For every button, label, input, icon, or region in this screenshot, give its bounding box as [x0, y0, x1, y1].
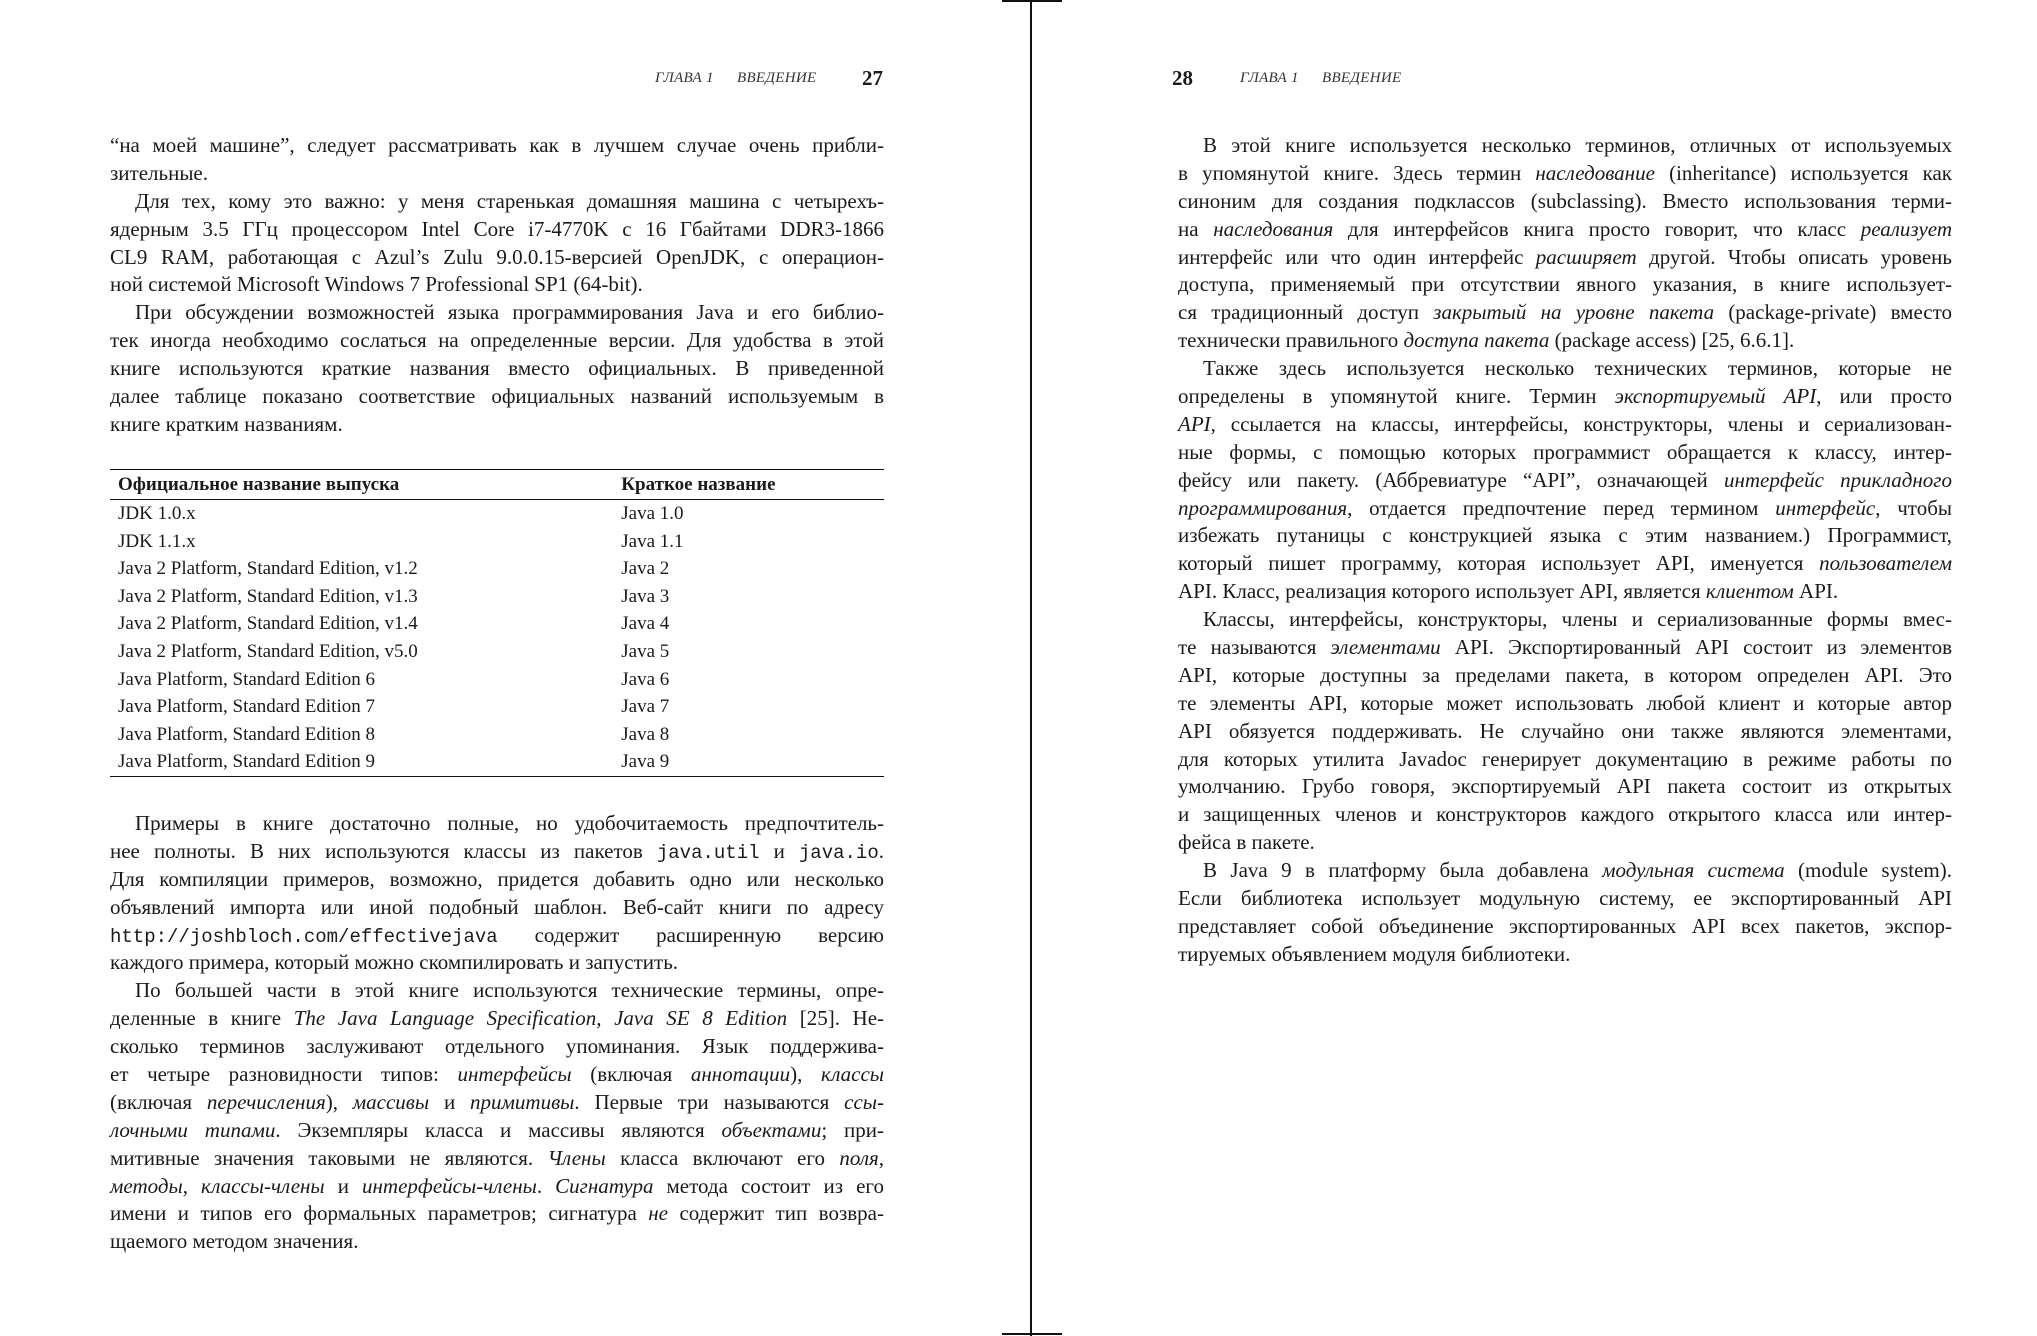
italic-term: The Java Language Specification, Java SE 8 Edition — [293, 1006, 788, 1031]
right-page-number: 28 — [1172, 66, 1193, 90]
italic-term: Сигнатура — [555, 1173, 654, 1198]
line-content — [1178, 217, 1952, 241]
text-line — [110, 1117, 884, 1145]
text-run: Для тех, кому это важно: у меня старенькая домашняя машина с четырехъ- — [135, 188, 884, 213]
spine-top-mark — [1002, 0, 1062, 2]
left-top-text — [110, 132, 884, 439]
left-running-head-chapter: ГЛАВА 1 — [655, 70, 714, 86]
text-run: [25]. Не- — [787, 1006, 885, 1031]
text-line — [1178, 578, 1952, 606]
short-name-cell: Java 2 — [621, 558, 670, 580]
italic-term: наследования — [1213, 216, 1334, 241]
text-run: ядерным 3.5 ГГц процессором Intel Core i7-4770K с 16 Гбайтами DDR3-1866 — [110, 216, 884, 241]
text-run: тируемых объявлением модуля библиотеки. — [1178, 941, 1571, 966]
official-name-cell: Java 2 Platform, Standard Edition, v1.2 — [118, 558, 418, 580]
table-row — [110, 610, 884, 638]
text-line — [1178, 467, 1952, 495]
italic-term: реализует — [1860, 216, 1953, 241]
official-name-cell: Java 2 Platform, Standard Edition, v1.4 — [118, 613, 418, 635]
line-content — [110, 272, 643, 296]
italic-term: интерфейсы — [457, 1062, 572, 1087]
line-content — [1178, 942, 1570, 966]
table-row — [110, 555, 884, 583]
line-content — [110, 839, 884, 863]
text-run: , — [182, 1173, 201, 1198]
line-content — [1178, 802, 1952, 826]
line-content — [1178, 468, 1952, 492]
text-run: класса включают его — [605, 1145, 840, 1170]
text-line — [1178, 383, 1952, 411]
text-run: API. — [1793, 579, 1839, 604]
italic-term: Члены — [547, 1145, 606, 1170]
text-run: . Первые три называются — [574, 1089, 845, 1114]
text-run: митивные значения таковыми не являются. — [110, 1145, 548, 1170]
text-run: Также здесь используется несколько технических терминов, которые не — [1203, 356, 1952, 381]
official-name-cell: Java Platform, Standard Edition 7 — [118, 696, 375, 718]
text-run: API. Класс, реализация которого использует API, является — [1178, 579, 1706, 604]
text-line — [1178, 495, 1952, 523]
text-line — [1178, 216, 1952, 244]
text-line — [110, 188, 884, 216]
text-line — [1178, 160, 1952, 188]
line-content — [110, 950, 678, 974]
text-line — [110, 894, 884, 922]
line-content — [1178, 914, 1952, 938]
text-run: и — [759, 838, 799, 863]
italic-term: лочными типами — [110, 1117, 276, 1142]
text-line — [110, 216, 884, 244]
text-run: ной системой Microsoft Windows 7 Professional SP1 (64-bit). — [110, 272, 643, 297]
text-run: Для компиляции примеров, возможно, придется добавить одно или несколько — [110, 866, 884, 891]
page-spine-divider — [1030, 0, 1032, 1336]
line-content — [110, 867, 884, 891]
text-line — [110, 977, 884, 1005]
text-run: ; при- — [821, 1117, 884, 1142]
text-run: имени и типов его формальных параметров; сигнатура — [110, 1201, 649, 1226]
line-content — [110, 245, 884, 269]
text-run: метода состоит из его — [653, 1173, 884, 1198]
code-text: java.io — [798, 841, 879, 864]
official-name-cell: JDK 1.0.x — [118, 503, 196, 524]
text-line — [1178, 522, 1952, 550]
right-running-head-chapter: ГЛАВА 1 — [1240, 70, 1299, 86]
text-run: , ссылается на классы, интерфейсы, конструкторы, члены и сериализован- — [1210, 411, 1952, 436]
table-row — [110, 528, 884, 556]
text-run: содержит расширенную версию — [497, 922, 884, 947]
column-header-short: Краткое название — [621, 470, 884, 500]
short-name-cell: Java 5 — [621, 640, 670, 662]
text-run: содержит тип возвра- — [667, 1201, 884, 1226]
text-run: (package-private) вместо — [1714, 300, 1953, 325]
text-run: интерфейс или что один интерфейс — [1178, 244, 1536, 269]
text-run: и — [429, 1089, 470, 1114]
text-run: API обязуется поддерживать. Не случайно они также являются элементами, — [1178, 718, 1952, 743]
text-run: (включая — [110, 1089, 207, 1114]
line-content — [1203, 356, 1952, 380]
text-line — [1178, 829, 1952, 857]
text-line — [1178, 606, 1952, 634]
italic-term: перечисления — [206, 1089, 326, 1114]
line-content — [110, 1034, 884, 1058]
short-name-cell: Java 9 — [621, 748, 884, 776]
italic-term: массивы — [352, 1089, 430, 1114]
text-run: который пишет программу, которая использует API, именуется — [1178, 551, 1820, 576]
line-content — [1178, 328, 1794, 352]
line-content — [110, 356, 884, 380]
italic-term: экспортируемый API — [1614, 384, 1817, 409]
text-line — [1178, 941, 1952, 969]
text-run: для интерфейсов книга просто говорит, что класс — [1333, 216, 1861, 241]
short-name-cell: Java 3 — [621, 585, 670, 607]
italic-term: объектами — [721, 1117, 822, 1142]
line-content — [1178, 579, 1838, 603]
text-run: При обсуждении возможностей языка программирования Java и его библио- — [135, 300, 884, 325]
text-run: API. Экспортированный API состоит из элементов — [1440, 635, 1952, 660]
text-run: CL9 RAM, работающая с Azul’s Zulu 9.0.0.15-версией OpenJDK, с операцион- — [110, 244, 884, 269]
text-run: те называются — [1178, 635, 1331, 660]
italic-term: ссы- — [844, 1089, 884, 1114]
line-content — [1203, 607, 1952, 631]
text-run: По большей части в этой книге используются технические термины, опре- — [135, 978, 884, 1003]
line-content — [135, 978, 884, 1002]
line-content — [1178, 635, 1952, 659]
text-run: синоним для создания подклассов (subclassing). Вместо использования терми- — [1178, 188, 1952, 213]
text-run: и — [324, 1173, 363, 1198]
italic-term: элементами — [1330, 635, 1441, 660]
line-content — [1178, 747, 1952, 771]
line-content — [110, 328, 884, 352]
text-line — [110, 299, 884, 327]
text-run: (module system). — [1784, 858, 1952, 883]
text-line — [110, 949, 884, 977]
line-content — [110, 1229, 358, 1253]
text-line — [1178, 188, 1952, 216]
code-text: http://joshbloch.com/effectivejava — [110, 925, 498, 948]
official-name-cell: Java Platform, Standard Edition 8 — [118, 723, 375, 745]
text-run: фейсу или пакету. (Аббревиатуре “API”, означающей — [1178, 467, 1724, 492]
line-content — [1178, 245, 1952, 269]
text-run: сколько терминов заслуживают отдельного упоминания. Язык поддержива- — [110, 1034, 884, 1059]
text-line — [110, 1228, 884, 1256]
line-content — [110, 384, 884, 408]
text-line — [1178, 299, 1952, 327]
text-run: , отдается предпочтение перед термином — [1347, 495, 1776, 520]
text-line — [1178, 271, 1952, 299]
table-row — [110, 638, 884, 666]
text-run: щаемого методом значения. — [110, 1229, 359, 1254]
line-content — [1178, 551, 1952, 575]
line-content — [110, 1118, 884, 1142]
italic-term: классы-члены — [200, 1173, 325, 1198]
text-line — [1178, 801, 1952, 829]
text-line — [1178, 746, 1952, 774]
text-line — [1178, 773, 1952, 801]
line-content — [110, 1006, 884, 1030]
short-name-cell: Java 6 — [621, 668, 670, 690]
italic-term: методы — [110, 1173, 183, 1198]
text-line — [110, 1200, 884, 1228]
text-line — [110, 355, 884, 383]
text-run: в упомянутой книге. Здесь термин — [1178, 160, 1536, 185]
text-run: ет четыре разновидности типов: — [110, 1062, 458, 1087]
text-line — [110, 1089, 884, 1117]
text-line — [1178, 690, 1952, 718]
text-run: другой. Чтобы описать уровень — [1636, 244, 1952, 269]
official-name-cell: Java Platform, Standard Edition 6 — [118, 668, 375, 690]
text-line — [110, 271, 884, 299]
text-line — [110, 1061, 884, 1089]
text-line — [110, 1033, 884, 1061]
line-content — [1203, 858, 1952, 882]
text-run: , чтобы — [1875, 495, 1952, 520]
line-content — [110, 1146, 884, 1170]
line-content — [110, 923, 884, 947]
text-line — [110, 411, 884, 439]
short-name-cell: Java 8 — [621, 723, 670, 745]
line-content — [110, 1062, 884, 1086]
line-content — [1203, 133, 1952, 157]
short-name-cell: Java 1.0 — [621, 503, 684, 524]
text-run: зительные. — [110, 160, 209, 185]
text-run: книге кратким названиям. — [110, 411, 343, 436]
italic-term: не — [648, 1201, 668, 1226]
line-content — [1178, 440, 1952, 464]
line-content — [1178, 830, 1315, 854]
table-row — [110, 500, 884, 528]
line-content — [1178, 412, 1952, 436]
official-name-cell: Java 2 Platform, Standard Edition, v5.0 — [118, 640, 418, 662]
text-line — [1178, 885, 1952, 913]
italic-term: аннотации — [690, 1062, 791, 1087]
italic-term: закрытый на уровне пакета — [1433, 300, 1715, 325]
text-line — [110, 866, 884, 894]
text-run: и защищенных членов и конструкторов каждого открытого класса или интер- — [1178, 802, 1952, 827]
text-line — [1178, 411, 1952, 439]
text-line — [1178, 913, 1952, 941]
italic-term: расширяет — [1535, 244, 1637, 269]
text-line — [110, 160, 884, 188]
line-content — [1178, 691, 1952, 715]
text-run: для которых утилита Javadoc генерирует документацию в режиме работы по — [1178, 746, 1952, 771]
spine-bottom-mark — [1002, 1333, 1062, 1335]
line-content — [1178, 774, 1952, 798]
text-line — [1178, 327, 1952, 355]
text-run: книге используются краткие названия вместо официальных. В приведенной — [110, 356, 884, 381]
text-run: определены в упомянутой книге. Термин — [1178, 384, 1615, 409]
table-row — [110, 583, 884, 611]
italic-term: наследование — [1535, 160, 1655, 185]
text-line — [1178, 132, 1952, 160]
text-line — [110, 132, 884, 160]
text-run: ся традиционный доступ — [1178, 300, 1434, 325]
text-run: API, которые доступны за пределами пакета, в котором определен API. Это — [1178, 662, 1952, 687]
text-line — [1178, 857, 1952, 885]
line-content — [1178, 663, 1952, 687]
line-content — [1178, 161, 1952, 185]
line-content — [1178, 272, 1952, 296]
text-run: далее таблице показано соответствие официальных названий используемым в — [110, 384, 884, 409]
text-run: , или просто — [1816, 384, 1952, 409]
short-name-cell: Java 7 — [621, 696, 670, 718]
text-run: тек иногда необходимо сослаться на определенные версии. Для удобства в этой — [110, 328, 884, 353]
italic-term: модульная система — [1602, 858, 1785, 883]
official-name-cell: Java Platform, Standard Edition 9 — [110, 748, 621, 776]
text-run: , — [878, 1145, 885, 1170]
text-run: “на моей машине”, следует рассматривать как в лучшем случае очень прибли- — [110, 133, 884, 157]
italic-term: интерфейс — [1775, 495, 1876, 520]
italic-term: пользователем — [1819, 551, 1952, 576]
text-line — [1178, 355, 1952, 383]
text-run: на — [1178, 216, 1214, 241]
text-line — [1178, 244, 1952, 272]
text-run: ), — [325, 1089, 353, 1114]
left-running-head-title: ВВЕДЕНИЕ — [737, 70, 817, 86]
text-run: (inheritance) используется как — [1654, 160, 1952, 185]
text-line — [110, 383, 884, 411]
text-run: (включая — [571, 1062, 691, 1087]
line-content — [135, 300, 884, 324]
text-run: Если библиотека использует модульную систему, ее экспортированный API — [1178, 886, 1952, 911]
text-run: представляет собой объединение экспортированных API всех пакетов, экспор- — [1178, 913, 1952, 938]
text-line — [1178, 662, 1952, 690]
italic-term: классы — [820, 1062, 884, 1087]
text-line — [110, 1005, 884, 1033]
text-line — [110, 838, 884, 866]
italic-term: интерфейс прикладного — [1723, 467, 1952, 492]
line-content — [1178, 384, 1952, 408]
text-run: каждого примера, который можно скомпилировать и запустить. — [110, 950, 679, 975]
line-content — [110, 1201, 884, 1225]
text-line — [110, 922, 884, 950]
text-line — [110, 1145, 884, 1173]
line-content — [135, 189, 884, 213]
table-row — [110, 666, 884, 694]
text-line — [110, 1173, 884, 1201]
left-bottom-text — [110, 810, 884, 1256]
text-run: В этой книге используется несколько терминов, отличных от используемых — [1203, 133, 1952, 157]
text-run: ные формы, с помощью которых программист обращается к классу, интер- — [1178, 439, 1952, 464]
text-run: те элементы API, которые может использовать любой клиент и которые автор — [1178, 690, 1952, 715]
line-content — [110, 217, 884, 241]
italic-term: программирования — [1178, 495, 1348, 520]
line-content — [1178, 523, 1952, 547]
table-header-row — [110, 470, 884, 500]
version-names-table — [110, 469, 884, 777]
text-run: ), — [790, 1062, 821, 1087]
text-run: В Java 9 в платформу была добавлена — [1203, 858, 1603, 883]
line-content — [110, 895, 884, 919]
text-line — [110, 327, 884, 355]
line-content — [135, 811, 884, 835]
text-run: фейса в пакете. — [1178, 830, 1315, 855]
text-run: . — [536, 1173, 556, 1198]
line-content — [110, 1174, 884, 1198]
table-row — [110, 693, 884, 721]
italic-term: примитивы — [470, 1089, 575, 1114]
official-name-cell: JDK 1.1.x — [118, 530, 196, 552]
short-name-cell: Java 4 — [621, 613, 670, 635]
table-row — [110, 721, 884, 749]
code-text: java.util — [656, 841, 760, 864]
text-run: технически правильного — [1178, 328, 1404, 353]
text-run: умолчанию. Грубо говоря, экспортируемый API пакета состоит из открытых — [1178, 774, 1952, 799]
text-line — [1178, 550, 1952, 578]
text-run: нее полноты. В них используются классы из пакетов — [110, 838, 657, 863]
italic-term: доступа пакета — [1403, 328, 1550, 353]
line-content — [1178, 300, 1952, 324]
text-run: деленные в книге — [110, 1006, 294, 1031]
italic-term: клиентом — [1705, 579, 1794, 604]
text-run: . — [878, 838, 884, 863]
line-content — [1178, 719, 1952, 743]
italic-term: интерфейсы-члены — [362, 1173, 537, 1198]
line-content — [110, 133, 884, 157]
text-run: Примеры в книге достаточно полные, но удобочитаемость предпочтитель- — [135, 811, 884, 835]
right-running-head-title: ВВЕДЕНИЕ — [1322, 70, 1402, 86]
left-page-number: 27 — [862, 66, 883, 90]
text-run: объявлений импорта или иной подобный шаблон. Веб-сайт книги по адресу — [110, 894, 884, 919]
text-run: . Экземпляры класса и массивы являются — [275, 1117, 722, 1142]
line-content — [110, 161, 208, 185]
line-content — [1178, 189, 1952, 213]
text-line — [110, 810, 884, 838]
text-run: (package access) [25, 6.6.1]. — [1549, 328, 1795, 353]
text-line — [1178, 634, 1952, 662]
italic-term: поля — [839, 1145, 879, 1170]
text-run: избежать путаницы с конструкцией языка с этим названием.) Программист, — [1178, 523, 1952, 548]
right-text — [1178, 132, 1952, 969]
text-line — [110, 244, 884, 272]
line-content — [1178, 886, 1952, 910]
table-row — [110, 748, 884, 776]
line-content — [110, 412, 343, 436]
text-line — [1178, 439, 1952, 467]
italic-term: API — [1178, 411, 1211, 436]
line-content — [1178, 496, 1952, 520]
line-content — [110, 1090, 884, 1114]
text-run: Классы, интерфейсы, конструкторы, члены и сериализованные формы вмес- — [1203, 607, 1952, 632]
text-run: доступа, применяемый при отсутствии явного указания, в книге использует- — [1178, 272, 1952, 297]
text-line — [1178, 718, 1952, 746]
official-name-cell: Java 2 Platform, Standard Edition, v1.3 — [118, 585, 418, 607]
column-header-official: Официальное название выпуска — [110, 470, 621, 500]
short-name-cell: Java 1.1 — [621, 530, 684, 552]
